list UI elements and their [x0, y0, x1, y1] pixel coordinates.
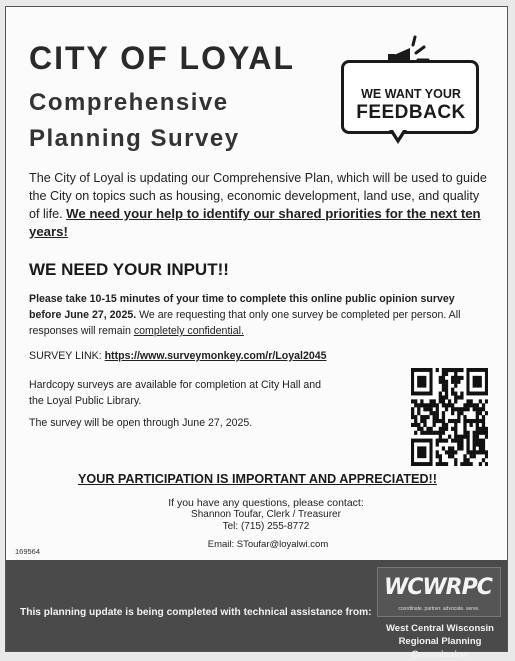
contact-email: Email: SToufar@loyalwi.com: [207, 539, 329, 550]
participation-banner: YOUR PARTICIPATION IS IMPORTANT AND APPRECIATED!!: [78, 472, 437, 486]
org-line1: West Central Wisconsin: [386, 623, 494, 634]
instructions-paragraph: [29, 291, 489, 339]
qr-code[interactable]: [411, 368, 488, 466]
survey-link[interactable]: https://www.surveymonkey.com/r/Loyal2045: [104, 350, 327, 362]
org-name: [378, 622, 502, 661]
title-subtitle: [29, 85, 240, 157]
title-line-comprehensive: Comprehensive: [29, 89, 229, 116]
confidential-text: completely confidential.: [133, 325, 244, 337]
survey-link-label: SURVEY LINK:: [29, 350, 105, 362]
open-through-text: The survey will be open through June 27, 2025.: [29, 417, 253, 429]
footer-text: This planning update is being completed with technical assistance from:: [20, 607, 372, 618]
intro-text: The City of Loyal is updating our Comprehensive Plan, which will be used to guide the City on topics such as housing, economic development, land use, and quality of life.: [29, 171, 487, 221]
hardcopy-paragraph: Hardcopy surveys are available for completion at City Hall and the Loyal Public Library.: [29, 379, 322, 407]
title-city: CITY OF LOYAL: [29, 40, 296, 76]
wcwrpc-logo: [377, 567, 501, 617]
contact-block: [96, 497, 436, 533]
footer: [6, 560, 507, 660]
title-line-planning-survey: Planning Survey: [29, 125, 240, 152]
org-line3: Commission: [411, 649, 469, 660]
input-heading: WE NEED YOUR INPUT!!: [29, 260, 229, 279]
feedback-badge-line1: WE WANT YOUR: [361, 87, 461, 101]
logo-tagline: coordinate. partner. advocate. serve.: [398, 606, 480, 612]
ad-id: 169564: [15, 547, 41, 556]
survey-link-line: [29, 348, 489, 364]
intro-paragraph: [29, 169, 489, 241]
contact-name: Shannon Toufar, Clerk / Treasurer: [191, 509, 341, 520]
intro-emphasis: We need your help to identify our shared priorities for the next ten years!: [29, 206, 481, 239]
org-line2: Regional Planning: [398, 636, 482, 647]
contact-question: If you have any questions, please contact:: [168, 497, 364, 509]
instructions-text: We are requesting that only one survey be completed per person. All responses will remain: [29, 309, 461, 337]
feedback-badge-tail-inner: [393, 130, 403, 138]
logo-text: WCWRPC: [384, 575, 492, 600]
contact-tel: Tel: (715) 255-8772: [222, 521, 310, 532]
instructions-bold: Please take 10-15 minutes of your time to complete this online public opinion survey before June 27, 2025.: [29, 293, 455, 321]
survey-flyer: [5, 6, 508, 660]
feedback-badge-line2: FEEDBACK: [356, 102, 466, 123]
